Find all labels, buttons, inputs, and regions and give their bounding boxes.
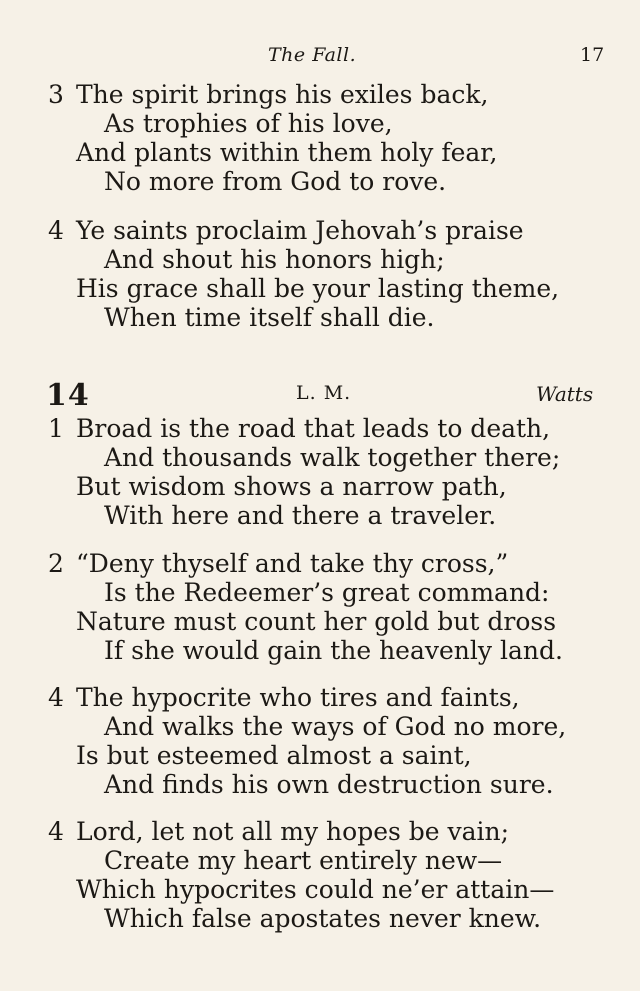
verse-line-text: Ye saints proclaim Jehovah’s praise (76, 216, 524, 245)
verse-line-text: Broad is the road that leads to death, (76, 414, 551, 443)
verse-line: Is but esteemed almost a saint, (76, 741, 472, 770)
verse-line (48, 817, 628, 846)
verse-line: Nature must count her gold but dross (76, 607, 557, 636)
verse-line (48, 549, 628, 578)
verse-number: 4 (48, 683, 64, 712)
verse-line (48, 216, 628, 245)
verse-line: And finds his own destruction sure. (104, 770, 554, 799)
verse-line: Is the Redeemer’s great command: (104, 578, 550, 607)
hymn-14-verse-4 (48, 817, 628, 933)
page-header (0, 44, 640, 72)
verse-line-text: The spirit brings his exiles back, (76, 80, 489, 109)
hymn-meter: L. M. (296, 382, 352, 404)
verse-line-text: “Deny thyself and take thy cross,” (76, 549, 509, 578)
hymn-number: 14 (46, 378, 90, 413)
verse-line (48, 414, 628, 443)
verse-line: Create my heart entirely new— (104, 846, 503, 875)
verse-line: And plants within them holy fear, (76, 138, 498, 167)
hymn-14-verse-3 (48, 683, 628, 799)
verse-line: And shout his honors high; (104, 245, 445, 274)
verse-line-text: Lord, let not all my hopes be vain; (76, 817, 510, 846)
verse-line: As trophies of his love, (104, 109, 393, 138)
verse-number: 1 (48, 414, 64, 443)
verse-line: And walks the ways of God no more, (104, 712, 567, 741)
verse-line: When time itself shall die. (104, 303, 435, 332)
verse-line: And thousands walk together there; (104, 443, 561, 472)
running-head: The Fall. (268, 44, 357, 66)
verse-line (48, 683, 628, 712)
hymn-13-verse-3 (48, 80, 628, 196)
hymn-14-verse-1 (48, 414, 628, 530)
verse-line: With here and there a traveler. (104, 501, 497, 530)
verse-line: Which hypocrites could ne’er attain— (76, 875, 555, 904)
verse-line: His grace shall be your lasting theme, (76, 274, 560, 303)
hymn-14-verse-2 (48, 549, 628, 665)
verse-line-text: The hypocrite who tires and faints, (76, 683, 520, 712)
verse-line: But wisdom shows a narrow path, (76, 472, 507, 501)
verse-number: 3 (48, 80, 64, 109)
verse-line (48, 80, 628, 109)
hymn-13-verse-4 (48, 216, 628, 332)
hymn-author: Watts (536, 382, 594, 406)
verse-number: 4 (48, 216, 64, 245)
verse-line: Which false apostates never knew. (104, 904, 542, 933)
verse-line: If she would gain the heavenly land. (104, 636, 563, 665)
verse-number: 4 (48, 817, 64, 846)
hymn-14-heading (0, 378, 640, 412)
verse-line: No more from God to rove. (104, 167, 447, 196)
page-number: 17 (580, 44, 605, 66)
verse-number: 2 (48, 549, 64, 578)
